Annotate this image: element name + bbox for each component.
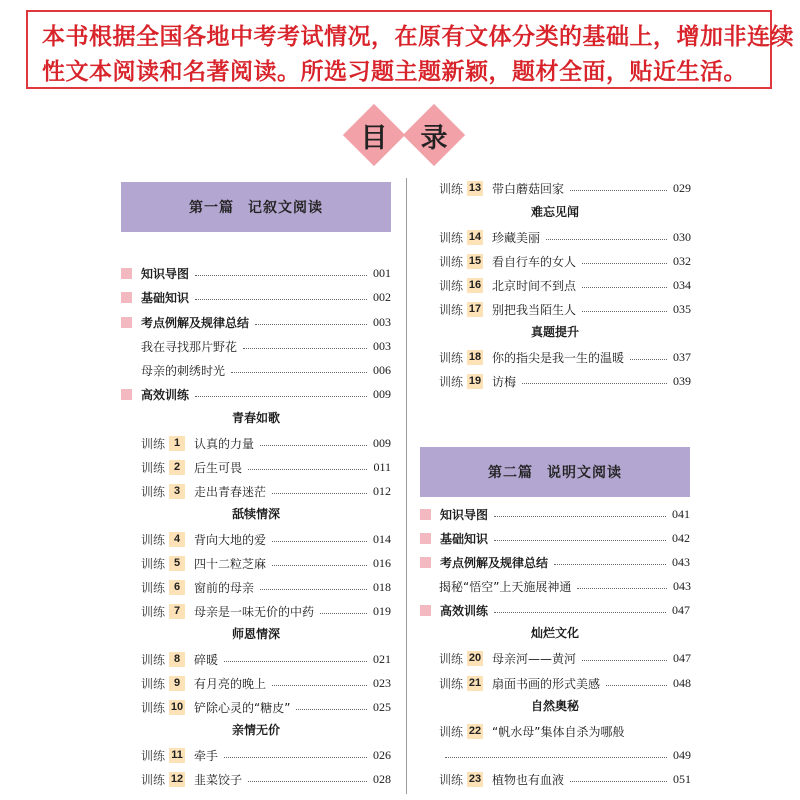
training-number-badge: 22 — [468, 724, 482, 737]
dot-leader — [248, 781, 367, 782]
entry-title: 看自行车的女人 — [492, 254, 577, 269]
training-number-badge: 6 — [169, 580, 185, 595]
page-number: 002 — [373, 289, 391, 304]
title-diamond-1 — [343, 104, 405, 166]
section-label: 高效训练 — [141, 387, 190, 402]
toc-example-entry[interactable] — [439, 576, 691, 596]
dot-leader — [445, 757, 667, 758]
training-label: 训练 — [141, 700, 166, 715]
dot-leader — [255, 324, 367, 325]
title-char-1: 目 — [360, 122, 388, 154]
dot-leader — [272, 565, 367, 566]
page-number: 003 — [373, 338, 391, 353]
page-number: 025 — [373, 699, 391, 714]
page-number: 003 — [373, 314, 391, 329]
entry-title: 背向大地的爱 — [194, 532, 267, 547]
toc-section-basics[interactable] — [121, 287, 391, 307]
page-number: 028 — [373, 771, 391, 786]
entry-title: 碎暖 — [194, 652, 219, 667]
page-number: 023 — [373, 675, 391, 690]
entry-title: 铲除心灵的“糖皮” — [194, 700, 291, 715]
page-number: 039 — [673, 373, 691, 388]
dot-leader — [260, 445, 367, 446]
toc-training-entry[interactable] — [439, 347, 691, 367]
part1-header — [121, 182, 391, 232]
training-label: 训练 — [439, 350, 464, 365]
toc-training-entry[interactable] — [439, 673, 691, 693]
section-label: 考点例解及规律总结 — [141, 315, 250, 330]
training-label: 训练 — [439, 772, 464, 787]
toc-training-entry[interactable] — [141, 433, 391, 453]
entry-title: 母亲的刺绣时光 — [141, 363, 226, 378]
column-divider — [406, 178, 407, 794]
page-number: 043 — [673, 578, 691, 593]
entry-title: 带白蘑菇回家 — [492, 181, 565, 196]
page-number: 021 — [373, 651, 391, 666]
section-marker-icon — [420, 605, 431, 616]
group-heading: 自然奥秘 — [530, 699, 579, 713]
dot-leader — [582, 311, 667, 312]
toc-training-entry[interactable] — [439, 648, 691, 668]
page-number: 018 — [373, 579, 391, 594]
page-number: 042 — [672, 530, 690, 545]
training-label: 训练 — [439, 651, 464, 666]
page-number: 035 — [673, 301, 691, 316]
page-number: 014 — [373, 531, 391, 546]
training-label: 训练 — [439, 724, 464, 739]
toc-training-entry[interactable] — [141, 769, 391, 789]
group-heading: 灿烂文化 — [530, 626, 579, 640]
dot-leader — [494, 516, 666, 517]
section-label: 基础知识 — [141, 290, 190, 305]
toc-training-entry[interactable] — [141, 601, 391, 621]
training-number-badge: 17 — [468, 302, 482, 315]
entry-title: 植物也有血液 — [492, 772, 565, 787]
entry-title: 认真的力量 — [194, 436, 255, 451]
section-marker-icon — [121, 292, 132, 303]
training-label: 训练 — [141, 604, 166, 619]
toc-section-efficient-training[interactable] — [420, 600, 690, 620]
group-heading: 难忘见闻 — [530, 205, 579, 219]
section-marker-icon — [121, 317, 132, 328]
toc-training-entry[interactable] — [439, 251, 691, 271]
group-heading: 真题提升 — [530, 325, 579, 339]
part2-name: 说明文阅读 — [547, 465, 622, 481]
toc-training-entry[interactable] — [141, 577, 391, 597]
dot-leader — [522, 383, 667, 384]
dot-leader — [195, 396, 367, 397]
training-number-badge: 4 — [169, 532, 185, 547]
page-number: 026 — [373, 747, 391, 762]
toc-section-knowledge-map[interactable] — [121, 263, 391, 283]
part2-number: 第二篇 — [488, 465, 533, 481]
toc-training-entry[interactable] — [141, 649, 391, 669]
dot-leader — [195, 275, 367, 276]
toc-training-entry[interactable] — [141, 697, 391, 717]
section-label: 知识导图 — [141, 266, 190, 281]
dot-leader — [320, 613, 367, 614]
training-number-badge: 13 — [468, 181, 482, 194]
dot-leader — [582, 287, 667, 288]
section-marker-icon — [420, 509, 431, 520]
training-number-badge: 3 — [169, 484, 185, 499]
training-label: 训练 — [141, 676, 166, 691]
entry-title: 四十二粒芝麻 — [194, 556, 267, 571]
training-label: 训练 — [439, 374, 464, 389]
entry-title: 揭秘“悟空”上天施展神通 — [439, 579, 572, 594]
page-number: 016 — [373, 555, 391, 570]
training-number-badge: 12 — [170, 772, 184, 785]
page-number: 029 — [673, 180, 691, 195]
toc-training-entry[interactable] — [141, 529, 391, 549]
dot-leader — [570, 190, 667, 191]
page-number: 032 — [673, 253, 691, 268]
entry-title: “帆水母”集体自杀为哪般 — [492, 724, 625, 739]
toc-training-entry[interactable] — [141, 673, 391, 693]
toc-title — [350, 106, 460, 166]
training-label: 训练 — [439, 254, 464, 269]
section-label: 高效训练 — [440, 603, 489, 618]
page-number: 047 — [673, 650, 691, 665]
training-number-badge: 11 — [169, 748, 185, 763]
training-number-badge: 15 — [468, 254, 482, 267]
dot-leader — [570, 781, 667, 782]
section-marker-icon — [420, 557, 431, 568]
training-label: 训练 — [141, 460, 166, 475]
part1-name: 记叙文阅读 — [248, 200, 323, 216]
toc-example-entry[interactable] — [141, 336, 391, 356]
section-marker-icon — [121, 389, 132, 400]
intro-line-2: 性文本阅读和名著阅读。所选习题主题新颖，题材全面，贴近生活。 — [42, 59, 747, 85]
page-number: 006 — [373, 362, 391, 377]
dot-leader — [582, 660, 667, 661]
dot-leader — [554, 564, 666, 565]
section-label: 知识导图 — [440, 507, 489, 522]
entry-title: 别把我当陌生人 — [492, 302, 577, 317]
training-label: 训练 — [141, 580, 166, 595]
training-number-badge: 16 — [468, 278, 482, 291]
title-char-2: 录 — [420, 122, 448, 154]
page-number: 012 — [373, 483, 391, 498]
training-number-badge: 7 — [169, 604, 185, 619]
dot-leader — [606, 685, 667, 686]
training-label: 训练 — [141, 532, 166, 547]
section-marker-icon — [420, 533, 431, 544]
toc-section-basics[interactable] — [420, 528, 690, 548]
entry-title: 走出青春迷茫 — [194, 484, 267, 499]
dot-leader — [272, 493, 367, 494]
entry-title: 后生可畏 — [194, 460, 243, 475]
entry-title: 韭菜饺子 — [194, 772, 243, 787]
dot-leader — [248, 469, 367, 470]
toc-training-entry[interactable] — [439, 227, 691, 247]
dot-leader — [260, 589, 367, 590]
training-label: 训练 — [439, 278, 464, 293]
toc-training-entry[interactable] — [141, 481, 391, 501]
toc-section-efficient-training[interactable] — [121, 384, 391, 404]
toc-section-examples[interactable] — [420, 552, 690, 572]
training-number-badge: 10 — [170, 700, 184, 713]
toc-training-entry[interactable] — [439, 371, 691, 391]
entry-title: 母亲河——黄河 — [492, 651, 577, 666]
entry-title: 北京时间不到点 — [492, 278, 577, 293]
page-number: 049 — [673, 747, 691, 762]
group-heading: 青春如歌 — [231, 411, 280, 425]
training-number-badge: 21 — [468, 676, 482, 689]
training-number-badge: 23 — [468, 772, 482, 785]
toc-continued-entry[interactable] — [439, 745, 691, 765]
part2-header — [420, 447, 690, 497]
page-number: 051 — [673, 771, 691, 786]
dot-leader — [546, 239, 667, 240]
entry-title: 牵手 — [194, 748, 219, 763]
page-number: 034 — [673, 277, 691, 292]
toc-section-knowledge-map[interactable] — [420, 504, 690, 524]
dot-leader — [296, 709, 367, 710]
page-number: 048 — [673, 675, 691, 690]
intro-line-1: 本书根据全国各地中考考试情况，在原有文体分类的基础上，增加非连续 — [42, 24, 794, 50]
entry-title: 有月亮的晚上 — [194, 676, 267, 691]
toc-section-examples[interactable] — [121, 312, 391, 332]
training-label: 训练 — [439, 230, 464, 245]
title-diamond-2 — [403, 104, 465, 166]
dot-leader — [494, 612, 666, 613]
training-number-badge: 9 — [169, 676, 185, 691]
training-label: 训练 — [141, 652, 166, 667]
section-marker-icon — [121, 268, 132, 279]
dot-leader — [231, 372, 367, 373]
page-number: 047 — [672, 602, 690, 617]
training-label: 训练 — [141, 556, 166, 571]
page-number: 001 — [373, 265, 391, 280]
entry-title: 你的指尖是我一生的温暖 — [492, 350, 625, 365]
part1-number: 第一篇 — [189, 200, 234, 216]
page-number: 011 — [373, 459, 391, 474]
training-number-badge: 5 — [169, 556, 185, 571]
group-heading: 舐犊情深 — [231, 507, 280, 521]
page-number: 009 — [373, 386, 391, 401]
entry-title: 扇面书画的形式美感 — [492, 676, 601, 691]
section-label: 考点例解及规律总结 — [440, 555, 549, 570]
toc-training-entry[interactable] — [141, 457, 391, 477]
dot-leader — [224, 661, 367, 662]
group-heading: 师恩情深 — [231, 627, 280, 641]
page-number: 037 — [673, 349, 691, 364]
entry-title: 窗前的母亲 — [194, 580, 255, 595]
training-number-badge: 14 — [468, 230, 482, 243]
training-number-badge: 20 — [468, 651, 482, 664]
toc-training-entry[interactable] — [439, 721, 691, 741]
dot-leader — [582, 263, 667, 264]
training-label: 训练 — [439, 676, 464, 691]
training-label: 训练 — [439, 302, 464, 317]
group-heading: 亲情无价 — [231, 723, 280, 737]
training-label: 训练 — [141, 748, 166, 763]
intro-banner — [26, 10, 794, 89]
page-number: 019 — [373, 603, 391, 618]
dot-leader — [272, 541, 367, 542]
section-label: 基础知识 — [440, 531, 489, 546]
dot-leader — [494, 540, 666, 541]
page-number: 041 — [672, 506, 690, 521]
toc-example-entry[interactable] — [141, 360, 391, 380]
dot-leader — [577, 588, 667, 589]
dot-leader — [195, 299, 367, 300]
dot-leader — [272, 685, 367, 686]
training-label: 训练 — [141, 484, 166, 499]
page-number: 009 — [373, 435, 391, 450]
toc-training-entry[interactable] — [439, 299, 691, 319]
toc-training-entry[interactable] — [141, 553, 391, 573]
training-number-badge: 18 — [468, 350, 482, 363]
page-number: 030 — [673, 229, 691, 244]
entry-title: 母亲是一味无价的中药 — [194, 604, 315, 619]
training-number-badge: 19 — [468, 374, 482, 387]
entry-title: 访梅 — [492, 374, 517, 389]
toc-training-entry[interactable] — [439, 178, 691, 198]
training-number-badge: 1 — [169, 436, 185, 451]
toc-training-entry[interactable] — [141, 745, 391, 765]
toc-training-entry[interactable] — [439, 275, 691, 295]
training-number-badge: 2 — [169, 460, 185, 475]
entry-title: 珍藏美丽 — [492, 230, 541, 245]
toc-training-entry[interactable] — [439, 769, 691, 789]
dot-leader — [630, 359, 667, 360]
dot-leader — [224, 757, 367, 758]
page-number: 043 — [672, 554, 690, 569]
training-label: 训练 — [439, 181, 464, 196]
training-label: 训练 — [141, 436, 166, 451]
dot-leader — [243, 348, 367, 349]
entry-title: 我在寻找那片野花 — [141, 339, 238, 354]
training-number-badge: 8 — [169, 652, 185, 667]
training-label: 训练 — [141, 772, 166, 787]
